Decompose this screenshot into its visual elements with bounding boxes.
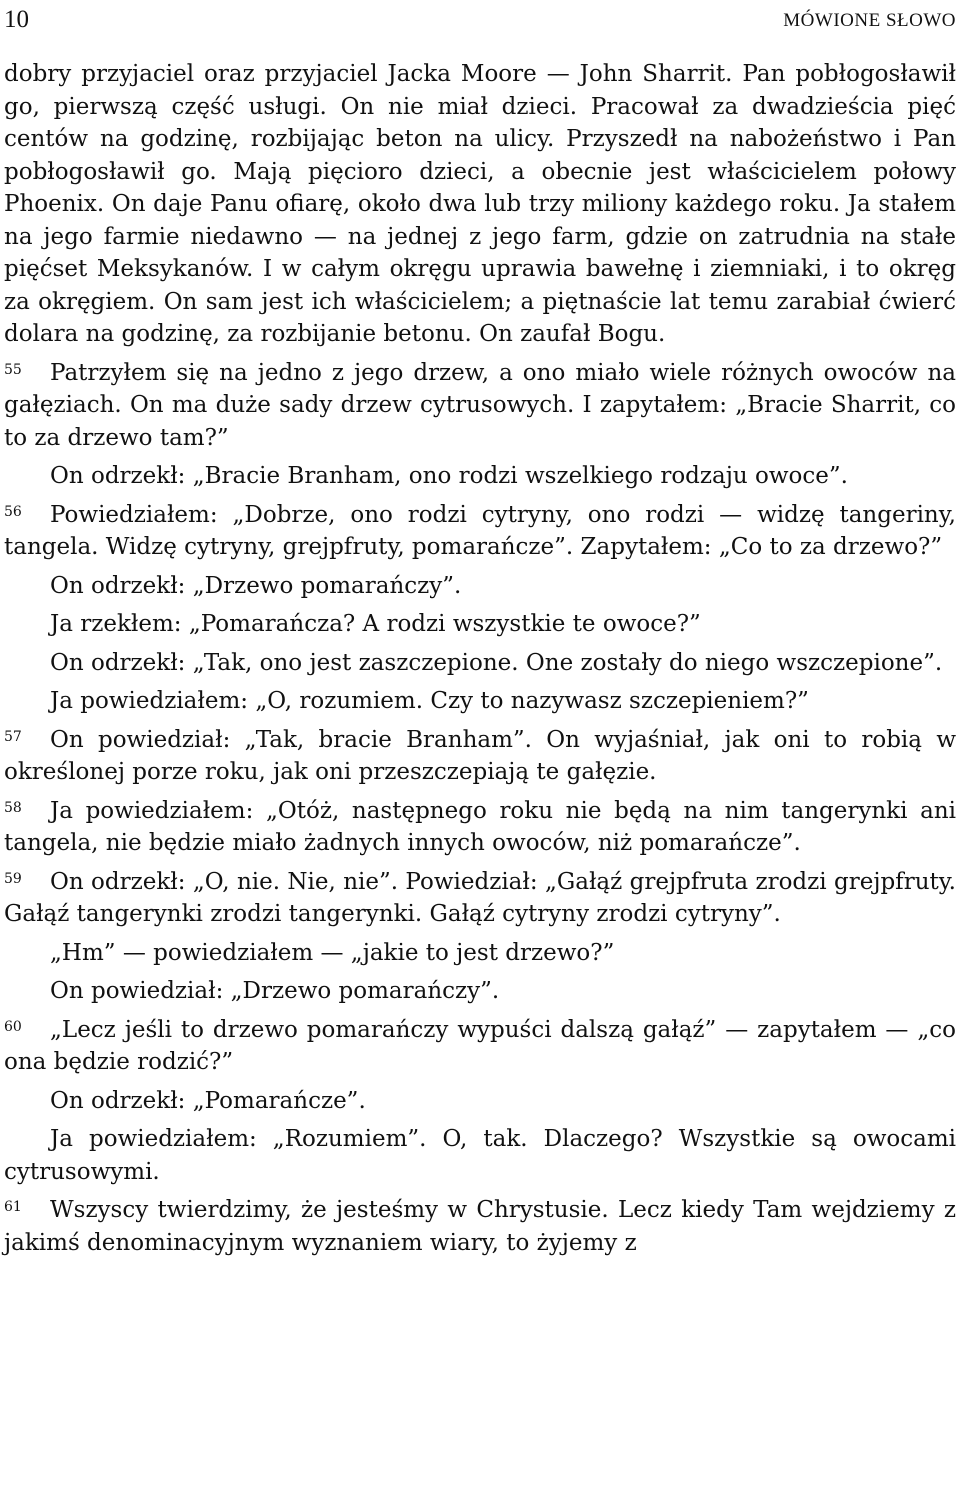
paragraph-text: On powiedział: „Drzewo pomarańczy”. — [50, 978, 500, 1004]
paragraph — [4, 570, 956, 603]
paragraph-text: On odrzekł: „Bracie Branham, ono rodzi wszelkiego rodzaju owoce”. — [50, 463, 848, 489]
paragraph — [4, 866, 956, 931]
paragraph-text: „Hm” — powiedziałem — „jakie to jest drzewo?” — [50, 939, 615, 966]
paragraph-text: On odrzekł: „Tak, ono jest zaszczepione. One zostały do niego wszczepione”. — [50, 649, 943, 676]
paragraph — [4, 499, 956, 564]
page-header — [4, 4, 956, 34]
paragraph — [4, 724, 956, 789]
paragraph-text: Powiedziałem: „Dobrze, ono rodzi cytryny, ono rodzi — widzę tangeriny, tangela. Widzę cytryny, grejpfruty, pomarańcze”. Zapytałem: „Co to za drzewo?” — [4, 501, 956, 560]
paragraph — [4, 647, 956, 680]
paragraph-number: 57 — [4, 728, 22, 745]
paragraph — [4, 58, 956, 351]
paragraph — [4, 975, 956, 1008]
paragraph-text: On odrzekł: „O, nie. Nie, nie”. Powiedział: „Gałąź grejpfruta zrodzi grejpfruty. Gałąź tangerynki zrodzi tangerynki. Gałąź cytryny zrodzi cytryny”. — [4, 868, 956, 927]
paragraph-text: On odrzekł: „Pomarańcze”. — [50, 1087, 366, 1114]
paragraph — [4, 1194, 956, 1259]
paragraph — [4, 357, 956, 455]
paragraph-text: „Lecz jeśli to drzewo pomarańczy wypuści dalszą gałąź” — zapytałem — „co ona będzie rodzić?” — [4, 1016, 956, 1075]
paragraph — [4, 460, 956, 493]
paragraph-text: On powiedział: „Tak, bracie Branham”. On wyjaśniał, jak oni to robią w określonej porze roku, jak oni przeszczepiają te gałęzie. — [4, 726, 956, 785]
paragraph — [4, 608, 956, 641]
paragraph — [4, 685, 956, 718]
paragraph-number: 56 — [4, 503, 22, 520]
paragraph-text: Ja powiedziałem: „O, rozumiem. Czy to nazywasz szczepieniem?” — [50, 688, 809, 714]
page-body — [4, 58, 956, 1265]
paragraph-number: 55 — [4, 361, 22, 378]
paragraph — [4, 1123, 956, 1188]
paragraph — [4, 1014, 956, 1079]
paragraph-text: Wszyscy twierdzimy, że jesteśmy w Chrystusie. Lecz kiedy Tam wejdziemy z jakimś denominacyjnym wyznaniem wiary, to żyjemy z — [4, 1197, 956, 1256]
paragraph-text: On odrzekł: „Drzewo pomarańczy”. — [50, 572, 462, 599]
paragraph-text: Ja powiedziałem: „Otóż, następnego roku nie będą na nim tangerynki ani tangela, nie będzie miało żadnych innych owoców, niż pomarańcze”. — [4, 797, 956, 856]
paragraph-text: Ja rzekłem: „Pomarańcza? A rodzi wszystkie te owoce?” — [50, 611, 701, 637]
paragraph — [4, 1085, 956, 1118]
running-title: MÓWIONE SŁOWO — [783, 10, 956, 31]
paragraph-number: 59 — [4, 870, 22, 887]
page-number: 10 — [4, 6, 29, 33]
paragraph-text: Patrzyłem się na jedno z jego drzew, a ono miało wiele różnych owoców na gałęziach. On ma duże sady drzew cytrusowych. I zapytałem: „Bracie Sharrit, co to za drzewo tam?” — [4, 359, 956, 451]
paragraph-number: 61 — [4, 1199, 22, 1215]
paragraph-number: 58 — [4, 799, 22, 816]
paragraph — [4, 795, 956, 860]
paragraph — [4, 937, 956, 970]
paragraph-number: 60 — [4, 1018, 22, 1035]
paragraph-text: dobry przyjaciel oraz przyjaciel Jacka Moore — John Sharrit. Pan pobłogosławił go, pierwszą część usługi. On nie miał dzieci. Pracował za dwadzieścia pięć centów na godzinę, rozbijając beton na ulicy. Przyszedł na nabożeństwo i Pan pobłogosławił go. Mają pięcioro dzieci, a obecnie jest właścicielem połowy Phoenix. On daje Panu ofiarę, około dwa lub trzy miliony każdego roku. Ja stałem na jego farmie niedawno — na jednej z jego farm, gdzie on zatrudnia na stałe pięćset Meksykanów. I w całym okręgu uprawia bawełnę i ziemniaki, i to okręg za okręgiem. On sam jest ich właścicielem; a piętnaście lat temu zarabiał ćwierć dolara na godzinę, za rozbijanie betonu. On zaufał Bogu. — [4, 61, 956, 347]
paragraph-text: Ja powiedziałem: „Rozumiem”. O, tak. Dlaczego? Wszystkie są owocami cytrusowymi. — [4, 1126, 956, 1185]
